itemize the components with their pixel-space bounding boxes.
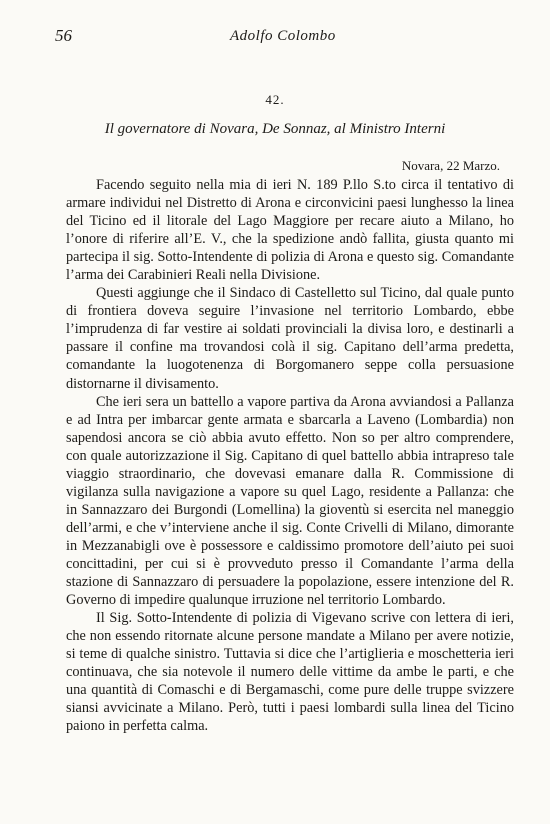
page-number: 56 (55, 26, 72, 45)
paragraph: Facendo seguito nella mia di ieri N. 189 P.llo S.to circa il tentativo di armare individui nel Distretto di Arona e circonvicini paesi lunghesso la linea del Ticino ed il litorale del Lago Maggiore per recare aiuto a Milano, ho l’onore di riferire all’E. V., che la spedizione andò fallita, giusta quanto mi partecipa il sig. Sotto-Intendente di polizia di Arona e questo sig. Comandante l’arma dei Carabinieri Reali nella Divisione. (66, 177, 514, 284)
document-number: 42. (265, 92, 285, 107)
document-heading: Il governatore di Novara, De Sonnaz, al Ministro Interni (104, 121, 446, 137)
body-text (66, 176, 514, 735)
paragraph: Che ieri sera un battello a vapore partiva da Arona avviandosi a Pallanza e ad Intra per imbarcar gente armata e sbarcarla a Laveno (Lombardia) non sapendosi ancora se ciò abbia avuto effetto. Non so per altro comprendere, con quale autorizzazione il Sig. Capitano di quel battello abbia intrapreso tale viaggio straordinario, che dovevasi emanare dalla R. Commissione di vigilanza sulla navigazione a vapore su quel Lago, residente a Pallanza: che in Sannazzaro dei Burgondi (Lomellina) la gioventù si esercita nel maneggio dell’armi, e che v’interviene anche il sig. Conte Crivelli di Milano, dimorante in Mezzanabigli ove è possessore e caldissimo promotore dell’aiuto pei suoi concittadini, per cui si è provveduto presso il Comandante l’arma della stazione di Sannazzaro di persuadere la popolazione, essere intenzione del R. Governo di impedire qualunque irruzione nel territorio Lombardo. (66, 393, 514, 609)
paragraph: Questi aggiunge che il Sindaco di Castelletto sul Ticino, dal quale punto di frontiera doveva seguire l’invasione nel territorio Lombardo, ebbe l’imprudenza di far vestire ai soldati provinciali la divisa loro, e destinarli a passare il confine ma trovandosi colà il sig. Capitano dell’arma predetta, comandante la luogotenenza di Borgomanero seppe colla persuasione distornarne il divisamento. (66, 285, 514, 392)
document-date: Novara, 22 Marzo. (401, 158, 500, 173)
paragraph: Il Sig. Sotto-Intendente di polizia di Vigevano scrive con lettera di ieri, che non essendo ritornate alcune persone mandate a Milano per avere notizie, si teme di qualche sinistro. Tuttavia si dice che l’artiglieria e moschetteria ieri continuava, che sia notevole il numero delle vittime da ambe le parti, e che una quantità di Comaschi e di Bergamaschi, come pure delle truppe svizzere siansi avvicinate a Milano. Però, tutti i paesi lombardi sulla linea del Ticino paiono in perfetta calma. (66, 610, 514, 735)
running-title: Adolfo Colombo (230, 28, 336, 44)
running-header (55, 26, 505, 46)
